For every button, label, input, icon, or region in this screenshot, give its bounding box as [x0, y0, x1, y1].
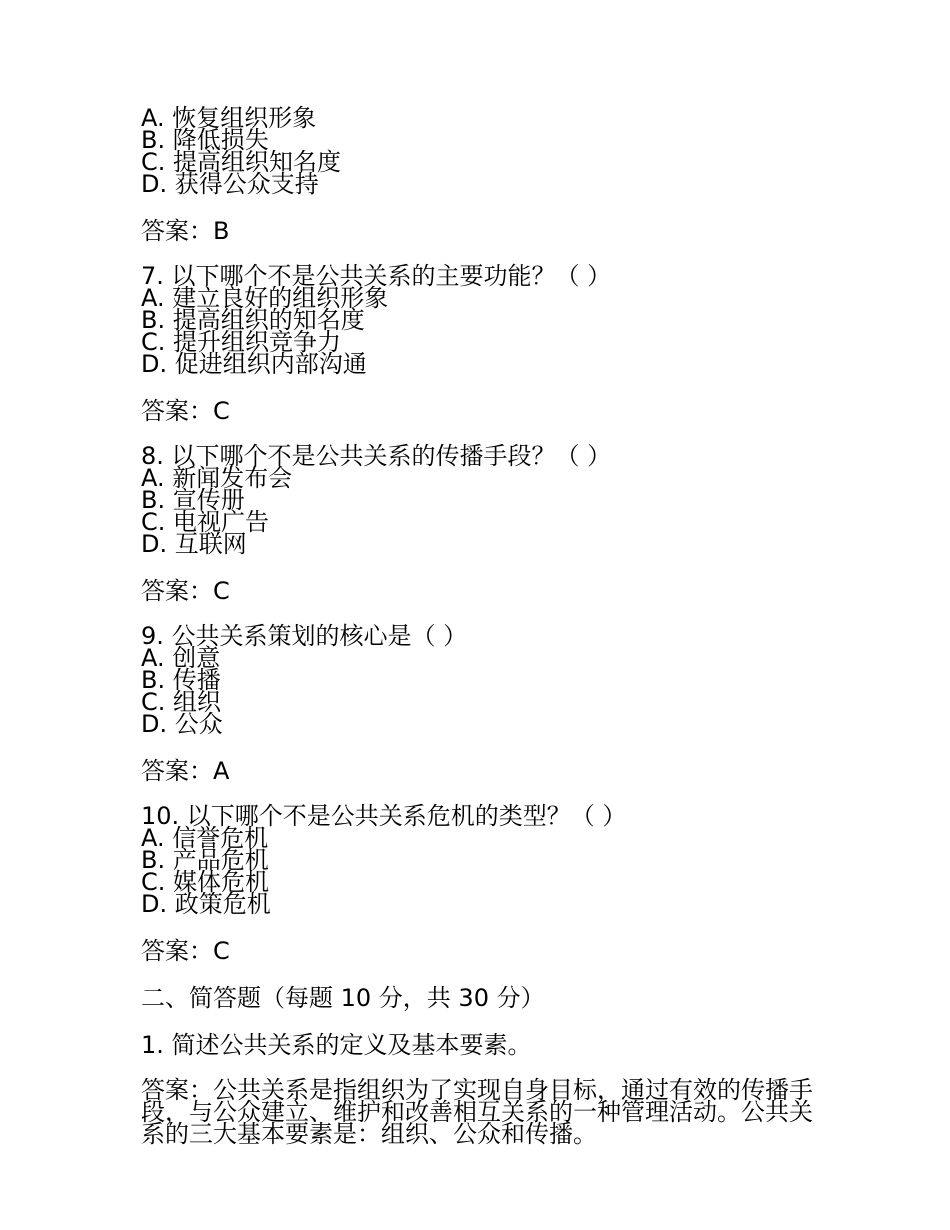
- short-answer-text: 答案：公共关系是指组织为了实现自身目标，通过有效的传播手段，与公众建立、维护和改善相互关系的一种管理活动。公共关系的三大基本要素是：组织、公众和传播。: [141, 1076, 813, 1148]
- option-d: D. 获得公众支持: [141, 170, 319, 198]
- option-d: D. 政策危机: [141, 890, 271, 918]
- short-answer-question: 1. 简述公共关系的定义及基本要素。: [141, 1031, 532, 1059]
- option-a: A. 信誉危机: [141, 824, 269, 852]
- section-title: 二、简答题（每题 10 分，共 30 分）: [141, 984, 545, 1012]
- option-b: B. 降低损失: [141, 126, 269, 154]
- previous-question-options: [141, 104, 831, 198]
- option-b: B. 提高组织的知名度: [141, 306, 365, 334]
- option-d: D. 公众: [141, 710, 223, 738]
- answer-line: 答案：B: [141, 217, 230, 245]
- document-content: [141, 104, 831, 1148]
- answer-line: 答案：C: [141, 937, 230, 965]
- question-10: [141, 802, 831, 918]
- option-d: D. 互联网: [141, 530, 247, 558]
- option-b: B. 传播: [141, 666, 221, 694]
- option-a: A. 新闻发布会: [141, 464, 293, 492]
- option-c: C. 电视广告: [141, 508, 270, 536]
- option-a: A. 建立良好的组织形象: [141, 284, 389, 312]
- option-c: C. 媒体危机: [141, 868, 270, 896]
- question-stem: 10. 以下哪个不是公共关系危机的类型？（ ）: [141, 802, 627, 830]
- answer-line: 答案：C: [141, 577, 230, 605]
- question-stem: 8. 以下哪个不是公共关系的传播手段？（ ）: [141, 442, 612, 470]
- question-8: [141, 442, 831, 558]
- option-a: A. 恢复组织形象: [141, 104, 317, 132]
- answer-line: 答案：A: [141, 757, 230, 785]
- question-7: [141, 262, 831, 378]
- option-a: A. 创意: [141, 644, 221, 672]
- option-d: D. 促进组织内部沟通: [141, 350, 367, 378]
- answer-line: 答案：C: [141, 397, 230, 425]
- option-c: C. 提升组织竞争力: [141, 328, 342, 356]
- option-c: C. 组织: [141, 688, 222, 716]
- option-c: C. 提高组织知名度: [141, 148, 342, 176]
- option-b: B. 产品危机: [141, 846, 269, 874]
- question-stem: 7. 以下哪个不是公共关系的主要功能？（ ）: [141, 262, 612, 290]
- question-stem: 9. 公共关系策划的核心是（ ）: [141, 622, 468, 650]
- option-b: B. 宣传册: [141, 486, 245, 514]
- question-9: [141, 622, 831, 738]
